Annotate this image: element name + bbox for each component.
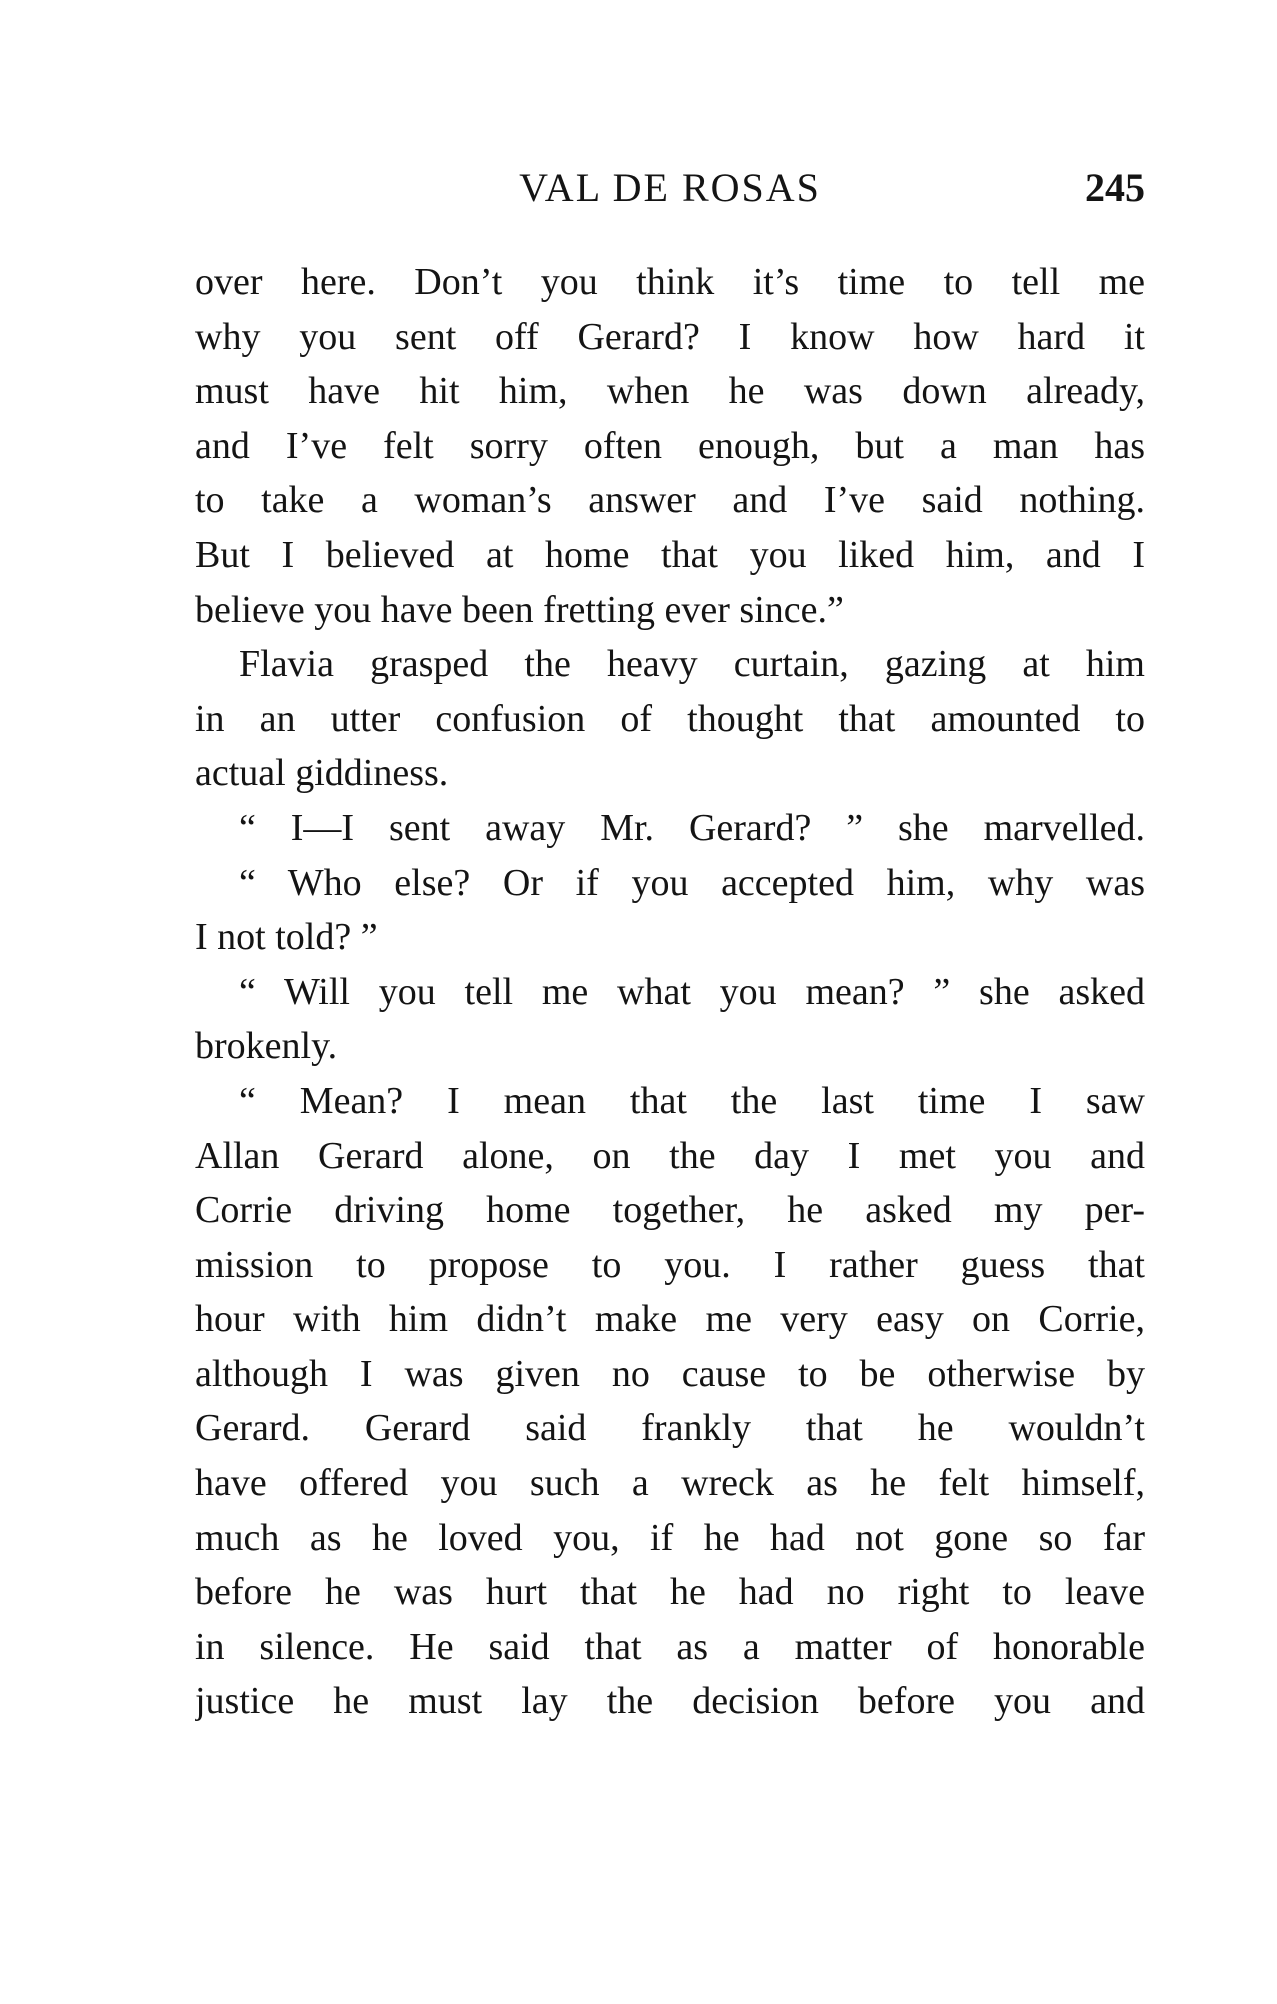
text-line: although I was given no cause to be otherwise by bbox=[195, 1352, 1145, 1395]
text-line: believe you have been fretting ever since.” bbox=[195, 588, 844, 631]
text-line: Gerard. Gerard said frankly that he wouldn’t bbox=[195, 1407, 1145, 1450]
text-line: and I’ve felt sorry often enough, but a man has bbox=[195, 424, 1145, 467]
text-line: over here. Don’t you think it’s time to tell me bbox=[195, 261, 1145, 303]
body-text bbox=[195, 255, 1145, 1729]
text-line: much as he loved you, if he had not gone so far bbox=[195, 1516, 1145, 1559]
text-line: have offered you such a wreck as he felt himself, bbox=[195, 1462, 1145, 1505]
text-line: But I believed at home that you liked him, and I bbox=[195, 533, 1145, 576]
text-line: before he was hurt that he had no right to leave bbox=[195, 1571, 1145, 1614]
text-line: in silence. He said that as a matter of honorable bbox=[195, 1625, 1145, 1668]
text-line: “ Who else? Or if you accepted him, why was bbox=[239, 861, 1145, 904]
text-line: Allan Gerard alone, on the day I met you and bbox=[195, 1134, 1145, 1177]
text-line: actual giddiness. bbox=[195, 752, 449, 795]
text-line: why you sent off Gerard? I know how hard it bbox=[195, 315, 1145, 358]
page-number: 245 bbox=[1085, 165, 1145, 210]
text-line: I not told? ” bbox=[195, 916, 378, 959]
text-line: “ I—I sent away Mr. Gerard? ” she marvelled. bbox=[239, 806, 1145, 849]
running-title: VAL DE ROSAS bbox=[519, 165, 821, 210]
text-line: “ Mean? I mean that the last time I saw bbox=[239, 1079, 1145, 1122]
text-line: hour with him didn’t make me very easy on Corrie, bbox=[195, 1298, 1145, 1341]
text-line: must have hit him, when he was down already, bbox=[195, 370, 1145, 413]
text-line: mission to propose to you. I rather guess that bbox=[195, 1243, 1145, 1286]
text-line: to take a woman’s answer and I’ve said nothing. bbox=[195, 479, 1145, 522]
text-line: Flavia grasped the heavy curtain, gazing at him bbox=[239, 643, 1145, 686]
text-line: brokenly. bbox=[195, 1025, 338, 1068]
text-line: in an utter confusion of thought that amounted to bbox=[195, 697, 1145, 740]
text-line: Corrie driving home together, he asked my per- bbox=[195, 1189, 1145, 1232]
text-line: “ Will you tell me what you mean? ” she asked bbox=[239, 970, 1145, 1013]
text-line: justice he must lay the decision before you and bbox=[195, 1680, 1145, 1723]
page-header bbox=[195, 158, 1145, 218]
